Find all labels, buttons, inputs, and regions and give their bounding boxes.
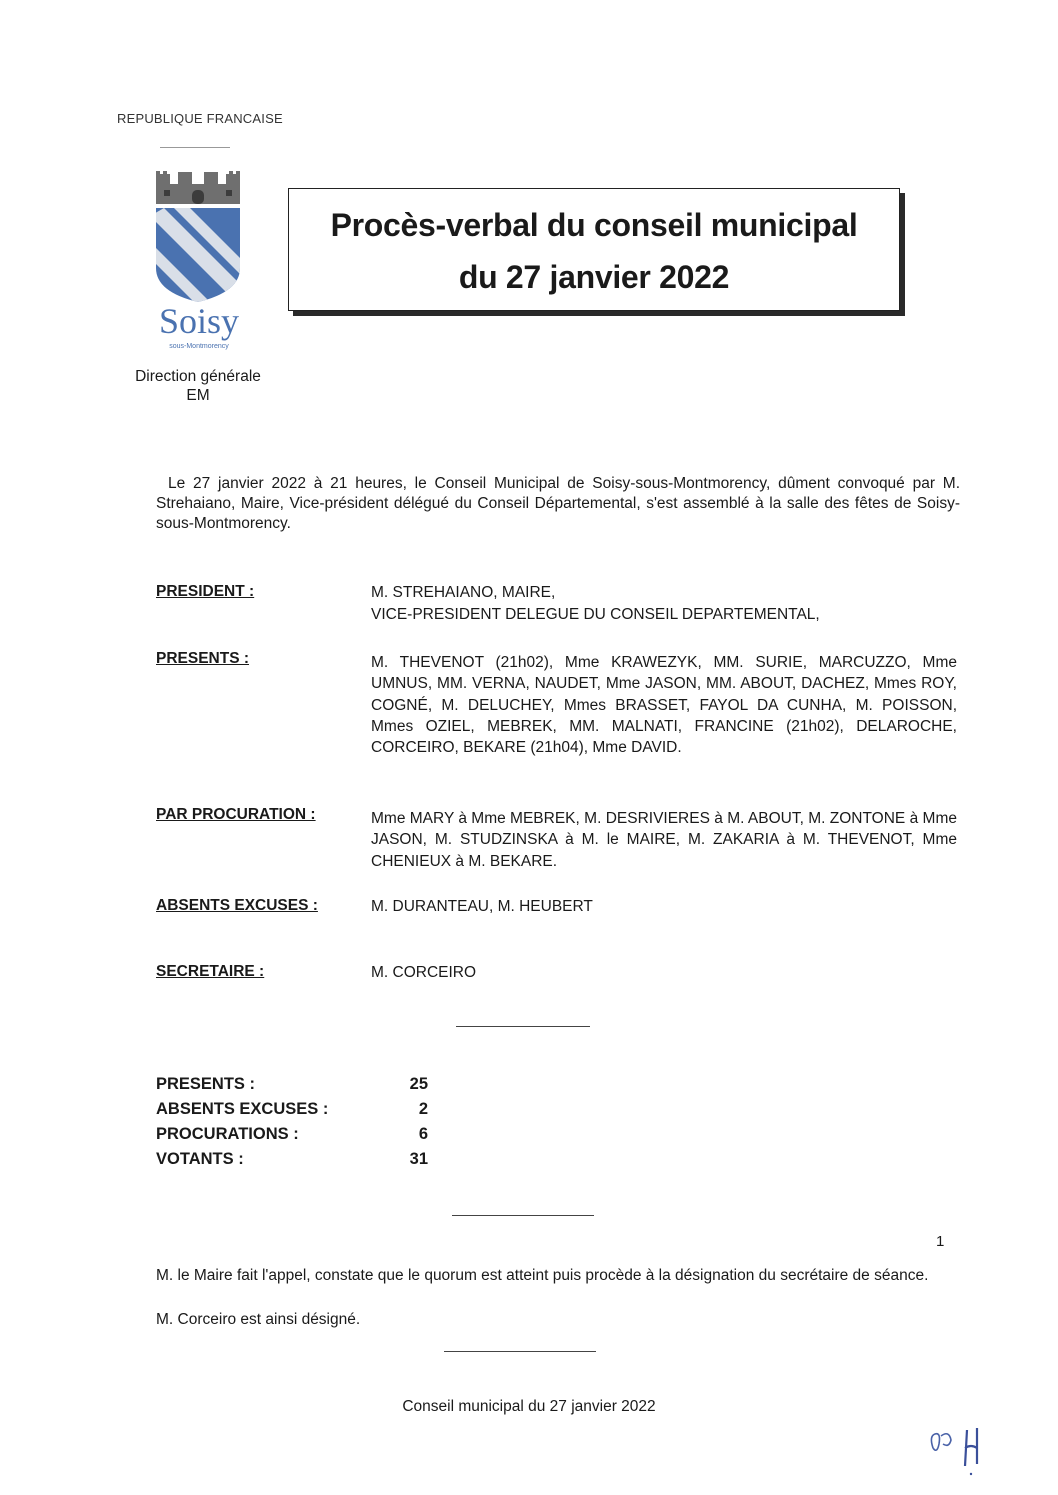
republique-header: REPUBLIQUE FRANCAISE <box>117 111 283 126</box>
president-value <box>371 583 957 625</box>
procuration-value: Mme MARY à Mme MEBREK, M. DESRIVIERES à M. ABOUT, M. ZONTONE à Mme JASON, M. STUDZINSKA à M. le MAIRE, M. ZAKARIA à M. THEVENOT, Mme CHENIEUX à M. BEKARE. <box>371 810 957 870</box>
president-name: M. STREHAIANO, MAIRE, <box>371 584 556 601</box>
procuration-label: PAR PROCURATION : <box>156 806 316 823</box>
intro-paragraph: Le 27 janvier 2022 à 21 heures, le Conseil Municipal de Soisy-sous-Montmorency, dûment convoqué par M. Strehaiano, Maire, Vice-président délégué du Conseil Départemental, s'est assemblé à la salle des fêtes de Soisy-sous-Montmorency. <box>156 475 960 532</box>
count-label-procurations: PROCURATIONS : <box>156 1125 299 1143</box>
direction-block <box>118 367 278 405</box>
page-number: 1 <box>936 1233 945 1250</box>
logo-wordmark: Soisy <box>158 301 240 341</box>
section-divider <box>444 1351 596 1352</box>
section-divider <box>456 1026 590 1027</box>
count-value-procurations: 6 <box>418 1125 428 1143</box>
count-label-presents: PRESENTS : <box>156 1075 256 1093</box>
designation-paragraph: M. Corceiro est ainsi désigné. <box>156 1311 361 1328</box>
count-label-votants: VOTANTS : <box>156 1150 244 1168</box>
section-divider <box>452 1215 594 1216</box>
president-label: PRESIDENT : <box>156 583 255 600</box>
absents-value: M. DURANTEAU, M. HEUBERT <box>371 898 593 915</box>
presents-label: PRESENTS : <box>156 650 250 667</box>
document-date: du 27 janvier 2022 <box>458 259 730 295</box>
title-box <box>288 188 900 311</box>
president-title: VICE-PRESIDENT DELEGUE DU CONSEIL DEPARTEMENTAL, <box>371 606 820 623</box>
absents-label: ABSENTS EXCUSES : <box>156 897 318 914</box>
page-footer: Conseil municipal du 27 janvier 2022 <box>402 1398 656 1415</box>
appel-paragraph: M. le Maire fait l'appel, constate que le quorum est atteint puis procède à la désignation du secrétaire de séance. <box>156 1267 929 1284</box>
count-value-presents: 25 <box>409 1075 428 1093</box>
logo-subtext: sous-Montmorency <box>169 343 229 350</box>
secretaire-label: SECRETAIRE : <box>156 963 265 980</box>
coat-of-arms-icon <box>150 168 246 318</box>
count-value-votants: 31 <box>409 1150 428 1168</box>
secretaire-value: M. CORCEIRO <box>371 964 477 981</box>
header-divider <box>160 147 230 148</box>
direction-code: EM <box>186 387 210 404</box>
document-title: Procès-verbal du conseil municipal <box>330 207 858 243</box>
count-label-absents: ABSENTS EXCUSES : <box>156 1100 329 1118</box>
presents-value: M. THEVENOT (21h02), Mme KRAWEZYK, MM. SURIE, MARCUZZO, Mme UMNUS, MM. VERNA, NAUDET, Mme JASON, MM. ABOUT, DACHEZ, Mmes ROY, COGNÉ, M. DELUCHEY, Mmes BRASSET, FAYOL DA CUNHA, M. POISSON, Mmes OZIEL, MEBREK, MM. MALNATI, FRANCINE (21h02), DELAROCHE, CORCEIRO, BEKARE (21h04), Mme DAVID. <box>371 654 957 757</box>
direction-label: Direction générale <box>135 368 261 385</box>
count-value-absents: 2 <box>418 1100 428 1118</box>
handwritten-initials-icon <box>925 1418 995 1478</box>
